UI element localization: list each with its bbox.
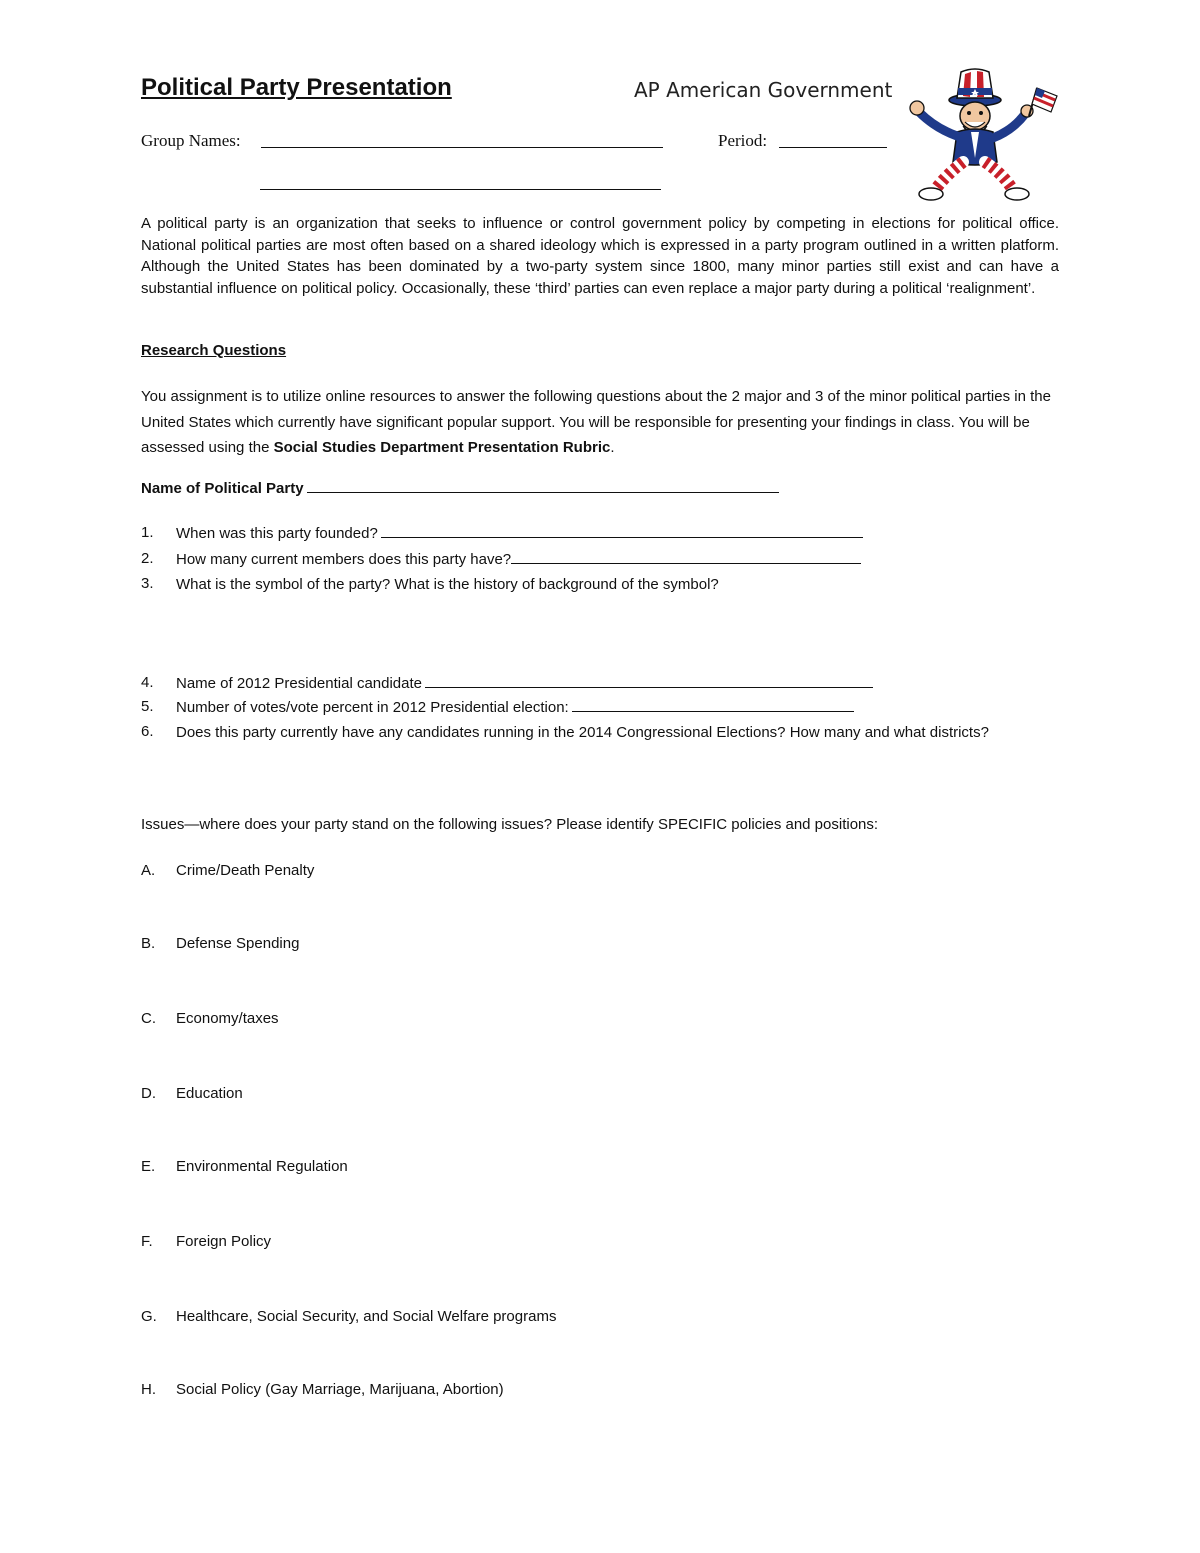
- period-label: Period:: [718, 131, 768, 150]
- issue-letter: F.: [141, 1233, 153, 1250]
- answer-line-2[interactable]: [511, 551, 861, 564]
- issue-economy-taxes: Economy/taxes: [176, 1010, 279, 1027]
- issue-letter: C.: [141, 1010, 156, 1027]
- group-names-line-1[interactable]: [261, 147, 663, 148]
- question-3: What is the symbol of the party? What is the history of background of the symbol?: [176, 576, 719, 593]
- question-number: 2.: [141, 550, 154, 567]
- question-5-text: Number of votes/vote percent in 2012 Presidential election:: [176, 699, 569, 716]
- party-name-label: Name of Political Party: [141, 480, 304, 497]
- question-number: 3.: [141, 575, 154, 592]
- issue-environmental-regulation: Environmental Regulation: [176, 1158, 348, 1175]
- issue-letter: E.: [141, 1158, 156, 1175]
- question-4-text: Name of 2012 Presidential candidate: [176, 675, 422, 692]
- assignment-text: You assignment is to utilize online resources to answer the following questions about the 2 major and 3 of the minor political parties in the United States which currently have significant popular support. You will be responsible for presenting your findings in class. You will be assessed using the: [141, 388, 1051, 456]
- question-6: Does this party currently have any candidates running in the 2014 Congressional Elections? How many and what districts?: [176, 724, 989, 741]
- issue-defense-spending: Defense Spending: [176, 935, 300, 952]
- answer-line-5[interactable]: [572, 699, 854, 712]
- issue-letter: H.: [141, 1381, 156, 1398]
- page-title: Political Party Presentation: [141, 74, 452, 101]
- question-number: 5.: [141, 698, 154, 715]
- issue-crime-death-penalty: Crime/Death Penalty: [176, 862, 315, 879]
- question-number: 6.: [141, 723, 154, 740]
- issue-letter: A.: [141, 862, 156, 879]
- question-number: 1.: [141, 524, 154, 541]
- question-4: [176, 672, 1056, 695]
- period-line[interactable]: [779, 147, 887, 148]
- issues-intro: Issues—where does your party stand on the following issues? Please identify SPECIFIC policies and positions:: [141, 816, 879, 833]
- research-questions-heading: Research Questions: [141, 342, 287, 359]
- question-1: [176, 522, 1056, 545]
- issue-letter: D.: [141, 1085, 156, 1102]
- issue-healthcare: Healthcare, Social Security, and Social Welfare programs: [176, 1308, 557, 1325]
- issue-letter: B.: [141, 935, 156, 952]
- question-2: [176, 548, 1056, 571]
- answer-line-1[interactable]: [381, 525, 863, 538]
- party-name-line[interactable]: [307, 480, 779, 493]
- party-name-row: [141, 480, 779, 497]
- question-5: [176, 696, 1056, 719]
- rubric-name: Social Studies Department Presentation Rubric: [273, 439, 611, 456]
- assignment-paragraph: [141, 384, 1059, 461]
- assignment-end: .: [610, 439, 615, 456]
- course-name: AP American Government: [634, 78, 893, 102]
- question-2-text: How many current members does this party have?: [176, 551, 512, 568]
- intro-paragraph: A political party is an organization that seeks to influence or control government policy by competing in elections for political office. National political parties are most often based on a shared ideology which is expressed in a party program outlined in a written platform. Although the United States has been dominated by a two-party system since 1800, many minor parties still exist and can have a substantial influence on political policy. Occasionally, these ‘third’ parties can even replace a major party during a political ‘realignment’.: [141, 215, 1059, 297]
- issue-social-policy: Social Policy (Gay Marriage, Marijuana, Abortion): [176, 1381, 504, 1398]
- question-1-text: When was this party founded?: [176, 525, 378, 542]
- question-number: 4.: [141, 674, 154, 691]
- group-names-label: Group Names:: [141, 131, 241, 150]
- group-names-line-2[interactable]: [260, 189, 661, 190]
- issue-letter: G.: [141, 1308, 157, 1325]
- answer-line-4[interactable]: [425, 675, 873, 688]
- issue-education: Education: [176, 1085, 243, 1102]
- issue-foreign-policy: Foreign Policy: [176, 1233, 272, 1250]
- uncle-sam-icon: [905, 66, 1065, 202]
